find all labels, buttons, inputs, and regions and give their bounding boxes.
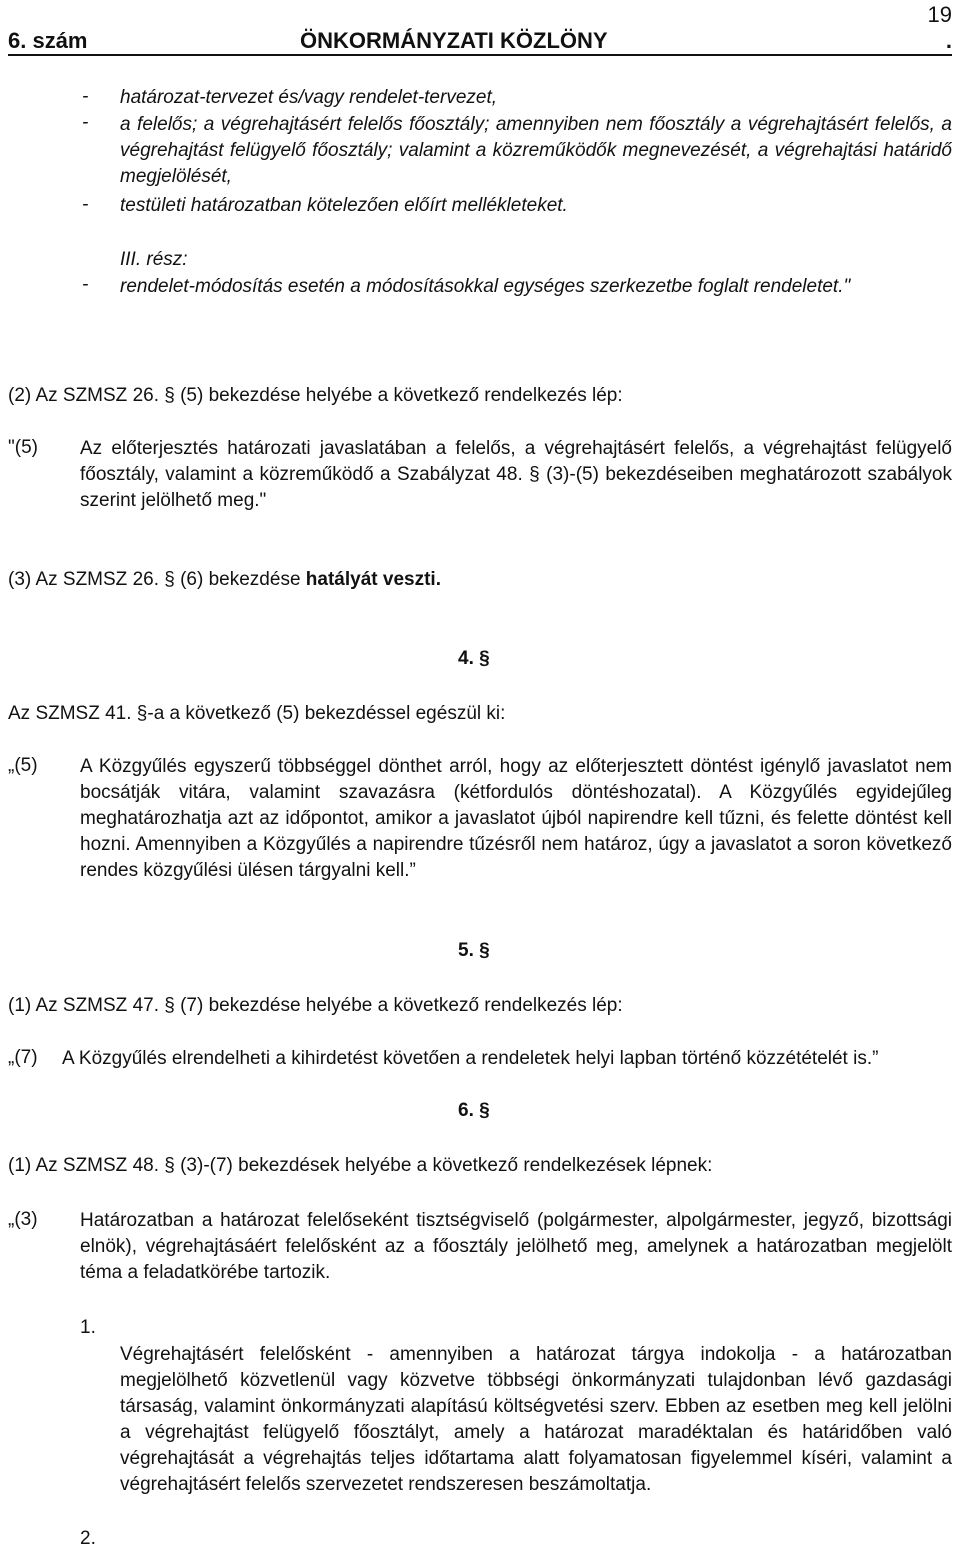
list-dash: -	[82, 86, 89, 107]
section-4-intro: Az SZMSZ 41. §-a a következő (5) bekezdéssel egészül ki:	[8, 703, 506, 724]
section-6-number: „(3)	[8, 1209, 38, 1230]
quote-5-text: Az előterjesztés határozati javaslatában a felelős, a végrehajtásért felelős, a végrehajtást felügyelő főosztály, valamint a közreműködő a Szabályzat 48. § (3)-(5) bekezdéseiben meghatározott szabályok szerint jelölhető meg."	[80, 438, 952, 511]
section-4-number: „(5)	[8, 755, 38, 776]
paragraph-3	[8, 568, 441, 592]
list-dash: -	[82, 112, 89, 133]
list-item-responsible: a felelős; a végrehajtásért felelős főosztály; amennyiben nem főosztály a végrehajtásért felelős, a végrehajtást felügyelő főosztály; valamint a közreműködők megnevezését, a végrehajtási határidő megjelölését,	[120, 114, 952, 187]
section-4-text: A Közgyűlés egyszerű többséggel dönthet arról, hogy az előterjesztett döntést igénylő javaslatot nem bocsátják vitára, valamint szavazásra (kétfordulós döntéshozatal). A Közgyűlés egyidejűleg meghatározhatja azt az időpontot, amikor a javaslatot újból napirendre kell tűzni, és felette döntést kell hozni. Amennyiben a Közgyűlés a napirendre tűzésről nem határoz, úgy a javaslatot a soron következő rendes közgyűlési ülésen tárgyalni kell.”	[80, 756, 952, 881]
header-dot: .	[945, 28, 952, 53]
page-number: 19	[927, 2, 952, 27]
list-item-draft: határozat-tervezet és/vagy rendelet-tervezet,	[120, 87, 498, 108]
header-rule	[8, 54, 952, 56]
section-5-text: A Közgyűlés elrendelheti a kihirdetést követően a rendeletek helyi lapban történő közzétételét is.”	[62, 1048, 879, 1069]
paragraph-3-text: (3) Az SZMSZ 26. § (6) bekezdése	[8, 569, 306, 590]
issue-number: 6. szám	[8, 28, 88, 53]
section-5-number: „(7)	[8, 1047, 38, 1068]
part3-heading: III. rész:	[120, 249, 188, 270]
section-4-title: 4. §	[458, 648, 490, 669]
list-item-1-text: Végrehajtásért felelősként - amennyiben a határozat tárgya indokolja - a határozatban megjelölhető közvetlenül vagy közvetve többségi önkormányzati tulajdonban lévő gazdasági társaság, valamint önkormányzati alapítású költségvetési szerv. Ebben az esetben meg kell jelölni a végrehajtást felügyelő főosztályt, amely a határozat maradéktalan és határidőben való végrehajtását a végrehajtás teljes időtartama alatt folyamatosan figyelemmel kíséri, valamint a végrehajtásért felelős szervezetet rendszeresen beszámoltatja.	[120, 1344, 952, 1495]
section-6-intro: (1) Az SZMSZ 48. § (3)-(7) bekezdések helyébe a következő rendelkezések lépnek:	[8, 1155, 713, 1176]
list-item-2-number: 2.	[80, 1528, 96, 1549]
section-5-title: 5. §	[458, 940, 490, 961]
paragraph-2: (2) Az SZMSZ 26. § (5) bekezdése helyébe a következő rendelkezés lép:	[8, 385, 623, 406]
list-dash: -	[82, 274, 89, 295]
list-dash: -	[82, 194, 89, 215]
part3-item: rendelet-módosítás esetén a módosításokkal egységes szerkezetbe foglalt rendeletet."	[120, 276, 851, 297]
section-6-title: 6. §	[458, 1100, 490, 1121]
journal-title: ÖNKORMÁNYZATI KÖZLÖNY	[300, 28, 608, 53]
section-6-text: Határozatban a határozat felelőseként tisztségviselő (polgármester, alpolgármester, jegyző, bizottsági elnök), végrehajtásáért felelősként az a főosztály jelölhető meg, amelynek a határozatban megjelölt téma a feladatkörébe tartozik.	[80, 1210, 952, 1283]
paragraph-3-bold: hatályát veszti.	[305, 569, 441, 590]
list-item-1-number: 1.	[80, 1317, 96, 1338]
section-5-intro: (1) Az SZMSZ 47. § (7) bekezdése helyébe a következő rendelkezés lép:	[8, 995, 623, 1016]
list-item-attachments: testületi határozatban kötelezően előírt mellékleteket.	[120, 195, 568, 216]
quote-5-number: "(5)	[8, 437, 38, 458]
